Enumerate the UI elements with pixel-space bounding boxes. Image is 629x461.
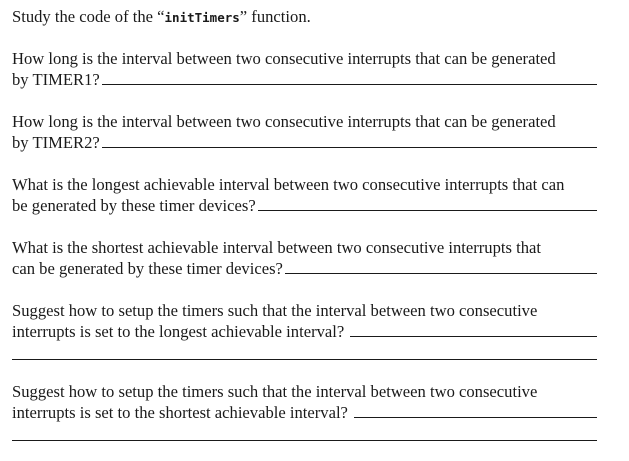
- question-6-answer-line-extra[interactable]: [12, 423, 597, 441]
- question-5: [12, 300, 617, 360]
- question-2-text: How long is the interval between two consecutive interrupts that can be generated: [12, 112, 556, 131]
- question-4-text: What is the shortest achievable interval between two consecutive interrupts that: [12, 238, 541, 257]
- question-4-text-end: can be generated by these timer devices?: [12, 259, 283, 278]
- question-1-answer-line[interactable]: [102, 69, 597, 85]
- question-2-answer-line[interactable]: [102, 132, 597, 148]
- question-3-text-end: be generated by these timer devices?: [12, 196, 256, 215]
- question-5-text: Suggest how to setup the timers such that the interval between two consecutive: [12, 301, 538, 320]
- question-6-answer-line[interactable]: [354, 402, 597, 418]
- question-1: [12, 48, 617, 90]
- function-name: initTimers: [164, 10, 240, 25]
- question-5-answer-line-extra[interactable]: [12, 342, 597, 360]
- question-6-text: Suggest how to setup the timers such that the interval between two consecutive: [12, 382, 538, 401]
- question-4-answer-line[interactable]: [285, 258, 597, 274]
- intro-before: Study the code of the “: [12, 7, 165, 26]
- question-4: [12, 237, 617, 279]
- question-2-text-end: by TIMER2?: [12, 133, 100, 152]
- question-2: [12, 111, 617, 153]
- intro-text: [12, 6, 617, 28]
- question-6: [12, 381, 617, 441]
- question-5-text-end: interrupts is set to the longest achievable interval?: [12, 322, 345, 341]
- question-1-text-end: by TIMER1?: [12, 70, 100, 89]
- question-3-text: What is the longest achievable interval between two consecutive interrupts that can: [12, 175, 565, 194]
- question-3: [12, 174, 617, 216]
- question-5-answer-line[interactable]: [350, 321, 597, 337]
- question-3-answer-line[interactable]: [258, 195, 597, 211]
- question-1-text: How long is the interval between two consecutive interrupts that can be generated: [12, 49, 556, 68]
- question-6-text-end: interrupts is set to the shortest achievable interval?: [12, 403, 348, 422]
- intro-after: ” function.: [239, 7, 311, 26]
